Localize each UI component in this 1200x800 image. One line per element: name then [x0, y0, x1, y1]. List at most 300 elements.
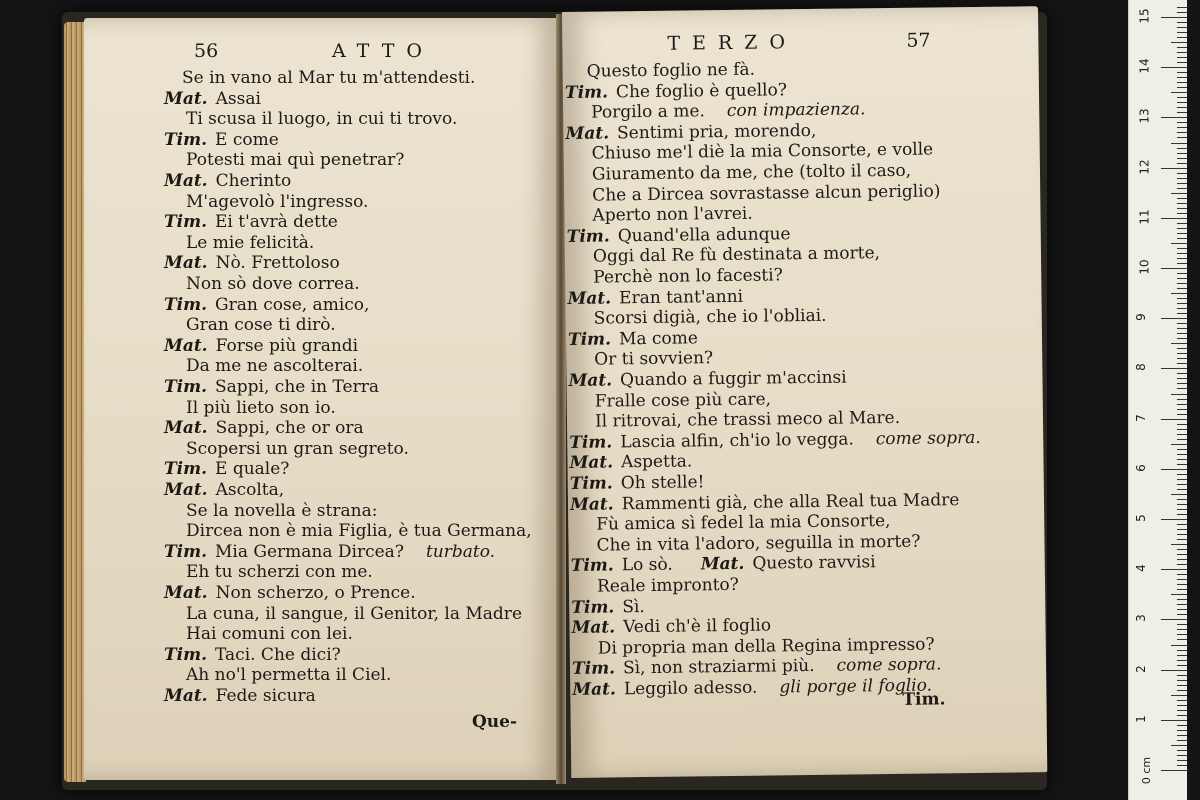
ruler-tick [1177, 72, 1187, 73]
right-text-block [563, 56, 1039, 700]
text-line [164, 686, 316, 706]
text-line [594, 306, 827, 329]
text-line [186, 274, 360, 294]
line-text: E come [215, 129, 279, 150]
line-text: Quando a fuggir m'accinsi [619, 367, 847, 391]
ruler-tick [1177, 233, 1187, 234]
text-line [568, 328, 698, 350]
line-text: Gran cose, amico, [215, 294, 370, 315]
ruler-cm-label: 3 [1133, 614, 1148, 623]
ruler-tick [1177, 248, 1187, 249]
ruler-cm-label: 14 [1137, 58, 1152, 74]
line-text: Ma come [618, 328, 699, 350]
ruler-cm-label: 5 [1133, 514, 1148, 522]
ruler-cm-label: 6 [1133, 463, 1148, 472]
ruler-tick [1177, 404, 1187, 405]
text-line [186, 521, 532, 541]
ruler-tick [1161, 619, 1187, 620]
ruler-tick [1177, 308, 1187, 309]
ruler-tick [1177, 539, 1187, 540]
speaker-label: Mat. [569, 494, 614, 515]
ruler-tick [1161, 519, 1187, 520]
line-text: Che foglio è quello? [615, 79, 788, 102]
ruler-tick [1177, 509, 1187, 510]
ruler-tick [1177, 665, 1187, 666]
text-line [186, 315, 336, 335]
ruler-tick [1171, 92, 1187, 93]
text-line [164, 171, 291, 191]
line-text: Hai comuni con lei. [186, 624, 353, 645]
ruler-tick [1177, 97, 1187, 98]
ruler-tick [1177, 62, 1187, 63]
ruler-tick [1177, 183, 1187, 184]
ruler-tick [1177, 132, 1187, 133]
ruler-tick [1177, 107, 1187, 108]
line-text: Quand'ella adunque [617, 224, 791, 247]
ruler-tick [1177, 504, 1187, 505]
text-line [182, 68, 475, 88]
page-number-right: 57 [906, 29, 931, 52]
ruler-tick [1177, 102, 1187, 103]
line-text: Fralle cose più care, [594, 389, 772, 412]
ruler-tick [1177, 765, 1187, 766]
line-text: Aperto non l'avrei. [592, 203, 753, 226]
catchword-right: Tim. [902, 689, 946, 710]
ruler-tick [1161, 168, 1187, 169]
ruler-tick [1161, 368, 1187, 369]
ruler-tick [1161, 67, 1187, 68]
text-line [164, 89, 261, 109]
ruler-tick [1177, 685, 1187, 686]
ruler-tick [1177, 484, 1187, 485]
ruler-tick [1177, 278, 1187, 279]
ruler-tick [1177, 514, 1187, 515]
ruler-tick [1177, 554, 1187, 555]
speaker-label: Tim. [164, 644, 208, 665]
speaker-label: Tim. [569, 432, 613, 453]
line-text: Da me ne ascolterai. [186, 356, 364, 377]
ruler-tick [1177, 574, 1187, 575]
line-text: Questo foglio ne fà. [586, 59, 756, 82]
ruler-tick [1171, 243, 1187, 244]
stage-direction: come sopra. [875, 427, 981, 449]
ruler-tick [1177, 223, 1187, 224]
ruler-tick [1177, 399, 1187, 400]
text-line [570, 472, 705, 494]
ruler-tick [1171, 143, 1187, 144]
text-line [164, 377, 379, 397]
line-text: Reale impronto? [596, 574, 739, 597]
line-text: Porgilo a me. [591, 101, 705, 123]
speaker-label: Tim. [566, 226, 610, 247]
speaker-label: Tim. [564, 82, 609, 103]
text-line [186, 439, 409, 459]
speaker-label: Mat. [572, 679, 617, 700]
text-line [164, 130, 279, 150]
line-text: Lascia alfin, ch'io lo vegga. [620, 429, 854, 453]
text-line [164, 418, 364, 438]
speaker-label: Mat. [569, 452, 614, 474]
ruler-tick [1177, 755, 1187, 756]
ruler-tick [1177, 27, 1187, 28]
stage-direction: come sopra. [836, 654, 942, 677]
ruler-tick [1177, 383, 1187, 384]
ruler-tick [1177, 12, 1187, 13]
ruler-tick [1177, 378, 1187, 379]
ruler-tick [1177, 634, 1187, 635]
ruler-tick [1177, 489, 1187, 490]
text-line [592, 181, 940, 205]
page-number-left: 56 [194, 40, 219, 62]
line-text: Taci. Che dici? [215, 644, 341, 665]
ruler-cm-label: 15 [1137, 8, 1152, 24]
ruler-cm-label: 12 [1137, 158, 1152, 175]
speaker-label: Tim. [164, 541, 208, 562]
speaker-label: Tim. [164, 129, 208, 150]
line-text: Potesti mai quì penetrar? [186, 150, 405, 171]
line-text: Ascolta, [215, 480, 285, 500]
line-text: M'agevolò l'ingresso. [186, 191, 369, 212]
line-text: Non scherzo, o Prence. [215, 583, 416, 603]
text-line [186, 604, 522, 624]
stage-direction: turbato. [425, 541, 496, 562]
ruler-tick [1177, 524, 1187, 525]
text-line [568, 368, 846, 391]
ruler-cm-label: 8 [1133, 363, 1148, 372]
ruler-tick [1177, 534, 1187, 535]
ruler-tick [1161, 469, 1187, 470]
ruler-tick [1177, 414, 1187, 415]
text-line [565, 121, 816, 144]
line-text: Mia Germana Dircea? [215, 541, 404, 562]
line-text: Perchè non lo facesti? [593, 265, 783, 288]
ruler-tick [1171, 745, 1187, 746]
ruler-tick [1177, 680, 1187, 681]
ruler-tick [1171, 293, 1187, 294]
ruler-tick [1177, 198, 1187, 199]
ruler-tick [1177, 584, 1187, 585]
text-line [597, 575, 739, 597]
ruler-tick [1177, 725, 1187, 726]
ruler-tick [1177, 313, 1187, 314]
ruler-unit-label: 0 cm [1140, 756, 1154, 785]
text-line [164, 336, 358, 356]
ruler-tick [1177, 137, 1187, 138]
line-text: Sì, non straziarmi più. [622, 656, 815, 679]
ruler-tick [1177, 253, 1187, 254]
ruler-tick [1177, 454, 1187, 455]
line-text: Sentimi pria, morendo, [616, 120, 817, 144]
text-line [587, 60, 756, 82]
text-line [186, 665, 391, 685]
line-text: Questo ravvisi [752, 552, 876, 575]
ruler-tick [1177, 499, 1187, 500]
text-line [567, 224, 791, 247]
text-line [591, 99, 865, 122]
ruler-tick [1177, 153, 1187, 154]
ruler-tick [1177, 47, 1187, 48]
ruler-tick [1177, 127, 1187, 128]
ruler-tick [1177, 434, 1187, 435]
line-text: Lo sò. [621, 555, 673, 576]
speaker-label: Mat. [571, 617, 616, 639]
line-text: Se la novella è strana: [186, 500, 378, 521]
text-line [592, 204, 752, 226]
speaker-label: Mat. [164, 686, 208, 706]
text-line [164, 645, 341, 665]
text-line [571, 616, 771, 638]
speaker-label: Tim. [569, 473, 613, 494]
ruler-tick [1177, 474, 1187, 475]
ruler-tick [1177, 675, 1187, 676]
ruler-tick [1177, 163, 1187, 164]
text-line [570, 490, 960, 515]
ruler-tick [1161, 268, 1187, 269]
speaker-label: Mat. [164, 171, 208, 191]
ruler-cm-label: 10 [1137, 259, 1152, 275]
ruler-tick [1177, 614, 1187, 615]
ruler-tick [1177, 303, 1187, 304]
ruler-tick [1177, 178, 1187, 179]
text-line [567, 286, 743, 308]
ruler-tick [1177, 604, 1187, 605]
text-line [571, 597, 645, 618]
ruler-tick [1161, 117, 1187, 118]
speaker-label: Mat. [565, 123, 610, 144]
ruler-tick [1177, 353, 1187, 354]
ruler-tick [1177, 228, 1187, 229]
ruler-tick [1177, 263, 1187, 264]
text-line [593, 265, 783, 287]
line-text: Eran tant'anni [618, 286, 744, 308]
line-text: Nò. Frettoloso [215, 253, 340, 274]
line-text: Sì. [622, 596, 645, 617]
ruler-cm-label: 13 [1137, 108, 1152, 125]
ruler-tick [1177, 459, 1187, 460]
ruler-tick [1161, 17, 1187, 18]
ruler-cm-label: 2 [1133, 664, 1148, 673]
text-line [565, 80, 787, 103]
ruler-tick [1177, 409, 1187, 410]
ruler-tick [1161, 419, 1187, 420]
ruler-tick [1177, 529, 1187, 530]
ruler-tick [1177, 599, 1187, 600]
line-text: Il più lieto son io. [186, 397, 336, 418]
ruler-tick [1177, 559, 1187, 560]
ruler-tick [1171, 594, 1187, 595]
line-text: Forse più grandi [215, 335, 359, 356]
ruler-tick [1177, 37, 1187, 38]
ruler-tick [1177, 388, 1187, 389]
text-line [164, 542, 495, 562]
text-line [571, 553, 876, 577]
text-line [164, 212, 338, 232]
text-line [164, 459, 289, 479]
ruler-tick [1177, 122, 1187, 123]
ruler-tick [1177, 22, 1187, 23]
line-text: Le mie felicità. [186, 232, 315, 253]
ruler-tick [1171, 394, 1187, 395]
text-line [164, 583, 416, 603]
line-text: Or ti sovvien? [594, 348, 714, 371]
ruler-tick [1177, 760, 1187, 761]
speaker-label: Mat. [164, 583, 208, 603]
ruler-tick [1177, 188, 1187, 189]
ruler-tick [1177, 609, 1187, 610]
ruler-tick [1177, 750, 1187, 751]
ruler-tick [1171, 42, 1187, 43]
line-text: Sappi, che or ora [215, 418, 364, 439]
text-line [569, 452, 692, 473]
ruler-tick [1177, 700, 1187, 701]
speaker-label: Mat. [164, 418, 208, 439]
ruler-tick [1177, 549, 1187, 550]
ruler-tick [1177, 57, 1187, 58]
line-text: Assai [215, 88, 261, 109]
line-text: Aspetta. [620, 451, 693, 473]
line-text: Cherinto [215, 171, 292, 191]
speaker-label: Tim. [164, 459, 208, 480]
page-edges [64, 22, 86, 782]
text-line [164, 295, 369, 315]
speaker-label: Tim. [567, 329, 612, 350]
line-text: Il ritrovai, che trassi meco al Mare. [594, 408, 901, 432]
line-text: Non sò dove correa. [186, 274, 360, 294]
speaker-label: Tim. [570, 555, 614, 577]
running-head-right: TERZO [667, 31, 798, 55]
catchword-left: Que- [472, 712, 518, 732]
ruler-tick [1161, 720, 1187, 721]
ruler-tick [1177, 655, 1187, 656]
ruler-tick [1161, 569, 1187, 570]
line-text: Sappi, che in Terra [215, 377, 379, 397]
text-line [186, 150, 404, 170]
ruler-tick [1177, 87, 1187, 88]
ruler-tick [1177, 333, 1187, 334]
ruler-cm-label: 11 [1137, 209, 1152, 225]
ruler-tick [1177, 148, 1187, 149]
ruler-tick [1171, 544, 1187, 545]
ruler-tick [1171, 343, 1187, 344]
speaker-label: Mat. [164, 88, 208, 109]
speaker-label: Tim. [164, 212, 208, 233]
speaker-label: Mat. [700, 554, 745, 575]
stage-direction: gli porge il foglio. [779, 675, 933, 698]
ruler-tick [1177, 449, 1187, 450]
speaker-label: Mat. [568, 370, 613, 391]
line-text: Fede sicura [215, 686, 316, 706]
measurement-ruler [1128, 0, 1187, 800]
ruler-tick [1177, 348, 1187, 349]
ruler-cm-label: 1 [1133, 714, 1148, 723]
ruler-tick [1177, 629, 1187, 630]
left-page [84, 18, 560, 780]
line-text: Ti scusa il luogo, in cui ti trovo. [186, 109, 458, 130]
text-line [595, 389, 771, 411]
speaker-label: Tim. [164, 377, 208, 397]
ruler-tick [1177, 363, 1187, 364]
text-line [594, 349, 713, 370]
ruler-tick [1177, 298, 1187, 299]
line-text: Vedi ch'è il foglio [623, 615, 772, 638]
ruler-tick [1177, 328, 1187, 329]
speaker-label: Tim. [571, 597, 615, 618]
ruler-cm-label: 9 [1133, 313, 1148, 322]
line-text: Fù amica sì fedel la mia Consorte, [596, 511, 891, 535]
ruler-tick [1177, 213, 1187, 214]
line-text: Oh stelle! [620, 472, 705, 494]
ruler-cm-label: 7 [1133, 413, 1148, 422]
line-text: Oggi dal Re fù destinata a morte, [592, 243, 881, 268]
ruler-tick [1177, 283, 1187, 284]
line-text: Che a Dircea sovrastasse alcun periglio) [592, 180, 941, 206]
line-text: Di propria man della Regina impresso? [597, 634, 935, 659]
ruler-tick [1171, 494, 1187, 495]
text-line [186, 109, 457, 129]
ruler-tick [1177, 579, 1187, 580]
line-text: Chiuso me'l diè la mia Consorte, e volle [591, 139, 934, 165]
line-text: Rammenti già, che alla Real tua Madre [621, 489, 960, 514]
line-text: Giuramento da me, che (tolto il caso, [591, 160, 912, 185]
ruler-tick [1177, 730, 1187, 731]
ruler-cm-label: 4 [1133, 564, 1148, 573]
text-line [186, 501, 377, 521]
ruler-tick [1161, 770, 1187, 771]
text-line [569, 428, 981, 453]
ruler-tick [1177, 735, 1187, 736]
line-text: Che in vita l'adoro, seguilla in morte? [596, 531, 921, 556]
ruler-tick [1177, 740, 1187, 741]
speaker-label: Mat. [164, 335, 208, 356]
ruler-tick [1177, 589, 1187, 590]
text-line [186, 562, 373, 582]
ruler-tick [1177, 7, 1187, 8]
ruler-tick [1177, 564, 1187, 565]
text-line [186, 398, 336, 418]
line-text: Eh tu scherzi con me. [186, 562, 373, 583]
line-text: Ei t'avrà dette [215, 212, 338, 233]
ruler-tick [1177, 624, 1187, 625]
line-text: Ah no'l permetta il Ciel. [186, 665, 392, 686]
running-head-left: ATTO [332, 40, 434, 62]
ruler-tick [1177, 705, 1187, 706]
text-line [186, 356, 363, 376]
speaker-label: Mat. [164, 253, 208, 274]
ruler-tick [1177, 464, 1187, 465]
ruler-tick [1177, 203, 1187, 204]
ruler-tick [1161, 318, 1187, 319]
ruler-tick [1177, 358, 1187, 359]
text-line [164, 480, 284, 500]
speaker-label: Mat. [567, 288, 612, 309]
ruler-tick [1177, 208, 1187, 209]
ruler-tick [1177, 238, 1187, 239]
text-line [593, 244, 880, 268]
ruler-tick [1177, 710, 1187, 711]
ruler-tick [1177, 173, 1187, 174]
line-text: La cuna, il sangue, il Genitor, la Madre [186, 603, 522, 624]
line-text: E quale? [215, 459, 290, 480]
ruler-tick [1177, 258, 1187, 259]
ruler-tick [1161, 218, 1187, 219]
line-text: Gran cose ti dirò. [186, 315, 336, 336]
line-text: Scorsi digià, che io l'obliai. [593, 305, 827, 329]
stage-direction: con impazienza. [726, 99, 866, 122]
speaker-label: Tim. [164, 294, 208, 315]
ruler-tick [1177, 429, 1187, 430]
text-line [164, 253, 340, 273]
line-text: Scopersi un gran segreto. [186, 438, 409, 459]
